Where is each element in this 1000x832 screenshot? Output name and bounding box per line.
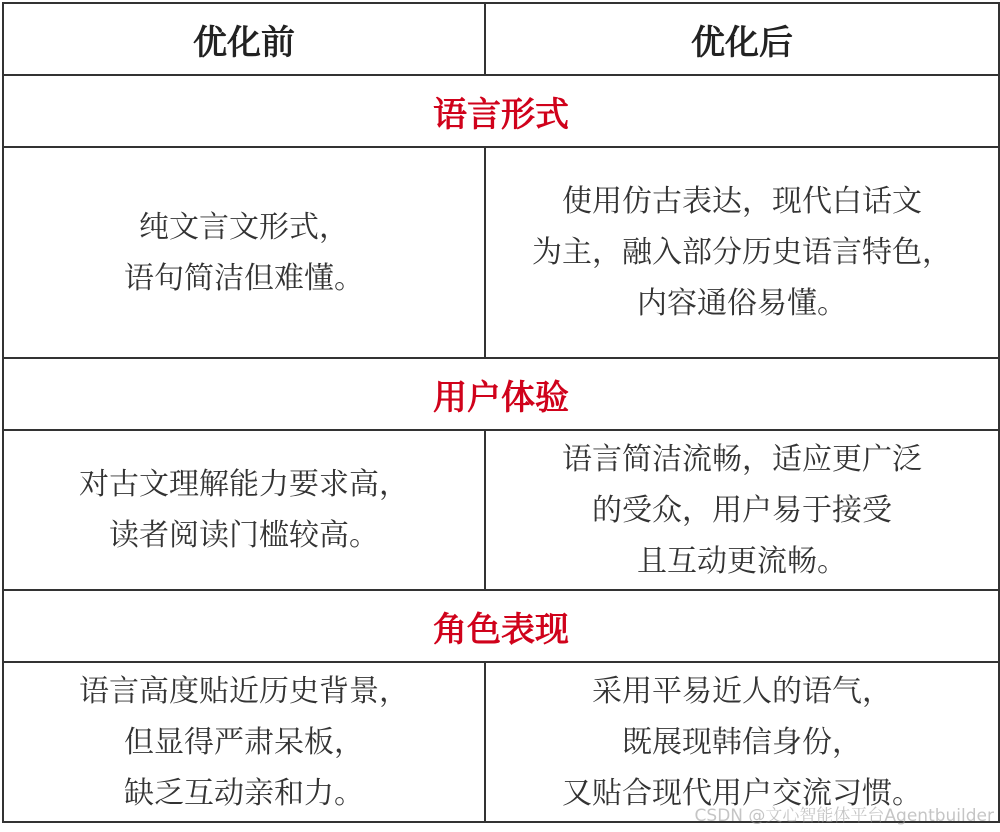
text-line: 但显得严肃呆板，: [124, 724, 364, 760]
text-line: 读者阅读门槛较高。: [109, 518, 379, 553]
before-cell: [3, 147, 485, 358]
before-cell: [3, 662, 485, 822]
content-row-user-experience: [3, 430, 999, 590]
section-row-language-form: [3, 75, 999, 147]
section-row-role-performance: [3, 590, 999, 662]
section-title: 用户体验: [3, 358, 999, 430]
text-line: 又贴合现代用户交流习惯。: [562, 775, 922, 811]
after-cell: [485, 662, 999, 822]
text-line: 内容通俗易懂。: [637, 286, 847, 321]
before-cell: [3, 430, 485, 590]
text-line: 的受众，用户易于接受: [592, 492, 892, 528]
header-row: [3, 3, 999, 75]
section-title: 角色表现: [3, 590, 999, 662]
header-before: 优化前: [3, 3, 485, 75]
text-line: 为主，融入部分历史语言特色，: [532, 235, 952, 270]
after-cell: [485, 147, 999, 358]
header-after: 优化后: [485, 3, 999, 75]
section-row-user-experience: [3, 358, 999, 430]
text-line: 使用仿古表达，现代白话文: [562, 184, 922, 219]
watermark: CSDN @文心智能体平台Agentbuilder: [694, 806, 994, 826]
section-title: 语言形式: [3, 75, 999, 147]
after-cell: [485, 430, 999, 590]
comparison-table: [2, 2, 1000, 823]
content-row-role-performance: [3, 662, 999, 822]
text-line: 纯文言文形式，: [139, 209, 349, 245]
text-line: 缺乏互动亲和力。: [124, 775, 364, 811]
text-line: 既展现韩信身份，: [622, 724, 862, 760]
text-line: 语句简洁但难懂。: [124, 260, 364, 296]
text-line: 语言简洁流畅，适应更广泛: [562, 441, 922, 477]
content-row-language-form: [3, 147, 999, 358]
text-line: 对古文理解能力要求高，: [79, 467, 409, 502]
text-line: 语言高度贴近历史背景，: [79, 673, 409, 709]
text-line: 采用平易近人的语气，: [592, 673, 892, 709]
text-line: 且互动更流畅。: [637, 543, 847, 579]
